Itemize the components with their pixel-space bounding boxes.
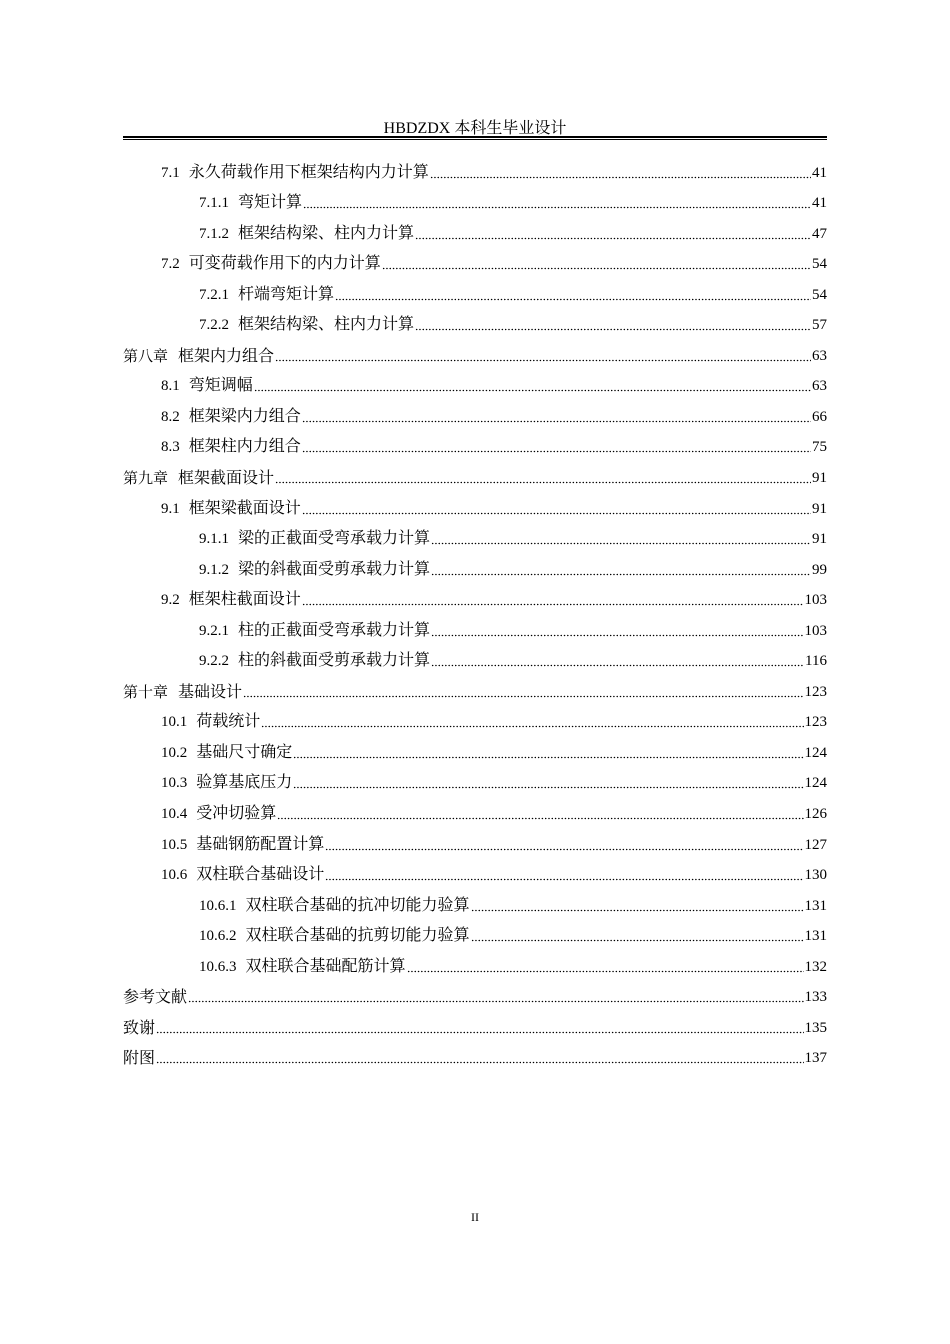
toc-entry-page: 123 <box>804 714 827 731</box>
toc-entry-title: 柱的正截面受弯承载力计算 <box>238 621 431 639</box>
toc-entry-page: 91 <box>812 500 827 517</box>
toc-entry-number: 10.2 <box>161 744 188 761</box>
toc-entry-number: 10.6.1 <box>199 897 237 914</box>
toc-entry-page: 54 <box>812 286 827 303</box>
toc-entry[interactable] <box>123 491 827 522</box>
toc-entry-title: 梁的正截面受弯承载力计算 <box>238 530 431 548</box>
toc-entry-title: 框架柱截面设计 <box>188 591 301 609</box>
dot-leader <box>471 936 804 942</box>
toc-entry[interactable] <box>123 644 827 675</box>
dot-leader <box>325 845 803 851</box>
toc-entry-page: 135 <box>804 1019 827 1036</box>
toc-entry[interactable] <box>123 460 827 491</box>
toc-entry-title: 基础尺寸确定 <box>196 743 293 761</box>
dot-leader <box>335 295 811 301</box>
toc-entry-number: 第九章 <box>123 469 169 488</box>
toc-entry-number: 9.1.1 <box>199 531 229 548</box>
toc-entry-title: 框架梁截面设计 <box>188 499 301 517</box>
toc-entry[interactable] <box>123 766 827 797</box>
dot-leader <box>277 814 803 820</box>
toc-entry-title: 梁的斜截面受剪承载力计算 <box>238 560 431 578</box>
header-divider <box>123 136 827 140</box>
toc-entry-page: 91 <box>812 470 827 487</box>
toc-entry-page: 54 <box>812 256 827 273</box>
toc-entry-number: 7.1.1 <box>199 195 229 212</box>
toc-entry-page: 47 <box>812 225 827 242</box>
toc-entry-number: 第八章 <box>123 346 169 365</box>
toc-entry-title: 框架柱内力组合 <box>188 438 301 456</box>
toc-entry-page: 124 <box>804 775 827 792</box>
toc-entry-title: 基础钢筋配置计算 <box>196 835 325 853</box>
dot-leader <box>382 264 811 270</box>
toc-entry-title: 双柱联合基础配筋计算 <box>245 957 406 975</box>
dot-leader <box>254 386 811 392</box>
toc-entry[interactable] <box>123 980 827 1011</box>
dot-leader <box>302 600 804 606</box>
dot-leader <box>471 906 804 912</box>
toc-entry-title: 永久荷载作用下框架结构内力计算 <box>188 163 429 181</box>
toc-entry-number: 10.5 <box>161 836 188 853</box>
toc-entry-number: 第十章 <box>123 682 169 701</box>
toc-entry-title: 柱的斜截面受剪承载力计算 <box>238 652 431 670</box>
dot-leader <box>275 478 811 484</box>
dot-leader <box>243 692 803 698</box>
toc-entry[interactable] <box>123 1010 827 1041</box>
toc-entry-page: 103 <box>804 592 827 609</box>
dot-leader <box>431 539 811 545</box>
toc-entry-page: 41 <box>812 164 827 181</box>
dot-leader <box>415 234 811 240</box>
toc-entry-title: 双柱联合基础的抗冲切能力验算 <box>245 896 470 914</box>
table-of-contents <box>123 155 827 1071</box>
toc-entry-number: 10.6.2 <box>199 928 237 945</box>
toc-entry-page: 126 <box>804 806 827 823</box>
dot-leader <box>293 753 803 759</box>
toc-entry-number: 9.1.2 <box>199 561 229 578</box>
toc-entry[interactable] <box>123 1041 827 1072</box>
toc-entry-number: 7.2.1 <box>199 286 229 303</box>
toc-entry-page: 130 <box>804 867 827 884</box>
toc-entry[interactable] <box>123 247 827 278</box>
toc-entry-number: 10.6.3 <box>199 958 237 975</box>
toc-entry-number: 8.2 <box>161 408 180 425</box>
toc-entry[interactable] <box>123 522 827 553</box>
toc-entry-title: 弯矩调幅 <box>188 377 253 395</box>
toc-entry-title: 双柱联合基础的抗剪切能力验算 <box>245 927 470 945</box>
toc-entry-title: 杆端弯矩计算 <box>238 285 335 303</box>
toc-entry-number: 9.1 <box>161 500 180 517</box>
toc-entry-page: 132 <box>804 958 827 975</box>
dot-leader <box>188 997 803 1003</box>
toc-entry-page: 123 <box>804 683 827 700</box>
toc-entry-number: 7.2 <box>161 256 180 273</box>
toc-entry-number: 7.2.2 <box>199 317 229 334</box>
dot-leader <box>302 447 811 453</box>
toc-entry-number: 7.1.2 <box>199 225 229 242</box>
toc-entry-number: 7.1 <box>161 164 180 181</box>
toc-entry[interactable] <box>123 858 827 889</box>
toc-entry-page: 127 <box>804 836 827 853</box>
toc-entry-page: 99 <box>812 561 827 578</box>
dot-leader <box>431 661 804 667</box>
toc-entry[interactable] <box>123 369 827 400</box>
toc-entry-number: 9.2.1 <box>199 622 229 639</box>
toc-entry-number: 9.2 <box>161 592 180 609</box>
toc-entry-page: 137 <box>804 1050 827 1067</box>
toc-entry[interactable] <box>123 949 827 980</box>
toc-entry-number: 10.3 <box>161 775 188 792</box>
dot-leader <box>303 203 811 209</box>
toc-entry-page: 63 <box>812 378 827 395</box>
toc-entry-title: 致谢 <box>123 1017 156 1037</box>
toc-entry-title: 基础设计 <box>178 681 243 701</box>
dot-leader <box>430 173 811 179</box>
dot-leader <box>431 631 803 637</box>
toc-entry-title: 框架结构梁、柱内力计算 <box>238 224 415 242</box>
toc-entry-page: 124 <box>804 744 827 761</box>
toc-entry-page: 63 <box>812 347 827 364</box>
toc-entry-title: 荷载统计 <box>196 713 261 731</box>
dot-leader <box>275 356 811 362</box>
toc-entry[interactable] <box>123 613 827 644</box>
toc-entry[interactable] <box>123 583 827 614</box>
toc-entry-page: 103 <box>804 622 827 639</box>
toc-entry-page: 133 <box>804 989 827 1006</box>
toc-entry[interactable] <box>123 919 827 950</box>
toc-entry[interactable] <box>123 155 827 186</box>
dot-leader <box>302 509 811 515</box>
toc-entry-page: 57 <box>812 317 827 334</box>
toc-entry-title: 受冲切验算 <box>196 805 277 823</box>
toc-entry-number: 10.1 <box>161 714 188 731</box>
toc-entry-title: 双柱联合基础设计 <box>196 866 325 884</box>
toc-entry[interactable] <box>123 735 827 766</box>
toc-entry[interactable] <box>123 216 827 247</box>
toc-entry-title: 框架截面设计 <box>178 468 275 488</box>
toc-entry-number: 8.1 <box>161 378 180 395</box>
toc-entry-title: 框架内力组合 <box>178 345 275 365</box>
dot-leader <box>156 1028 803 1034</box>
page-number: II <box>471 1210 479 1224</box>
toc-entry[interactable] <box>123 888 827 919</box>
toc-entry[interactable] <box>123 186 827 217</box>
toc-entry-page: 91 <box>812 531 827 548</box>
toc-entry-number: 8.3 <box>161 439 180 456</box>
dot-leader <box>302 417 811 423</box>
toc-entry[interactable] <box>123 674 827 705</box>
toc-entry[interactable] <box>123 796 827 827</box>
toc-entry-number: 10.6 <box>161 867 188 884</box>
dot-leader <box>261 722 803 728</box>
toc-entry-page: 75 <box>812 439 827 456</box>
toc-entry[interactable] <box>123 338 827 369</box>
toc-entry-title: 弯矩计算 <box>238 194 303 212</box>
toc-entry-number: 9.2.2 <box>199 653 229 670</box>
toc-entry-title: 附图 <box>123 1048 156 1068</box>
page-header: HBDZDX 本科生毕业设计 <box>383 120 567 137</box>
toc-entry[interactable] <box>123 552 827 583</box>
toc-entry-page: 116 <box>805 653 827 670</box>
dot-leader <box>156 1058 803 1064</box>
toc-entry[interactable] <box>123 705 827 736</box>
toc-entry[interactable] <box>123 277 827 308</box>
toc-entry-title: 可变荷载作用下的内力计算 <box>188 255 381 273</box>
toc-entry[interactable] <box>123 430 827 461</box>
toc-entry[interactable] <box>123 827 827 858</box>
dot-leader <box>325 875 803 881</box>
dot-leader <box>293 783 803 789</box>
toc-entry-page: 131 <box>804 897 827 914</box>
toc-entry-title: 框架结构梁、柱内力计算 <box>238 316 415 334</box>
toc-entry-page: 41 <box>812 195 827 212</box>
toc-entry[interactable] <box>123 308 827 339</box>
toc-entry-number: 10.4 <box>161 806 188 823</box>
toc-entry-title: 参考文献 <box>123 987 188 1007</box>
dot-leader <box>415 325 811 331</box>
dot-leader <box>431 570 811 576</box>
toc-entry-title: 验算基底压力 <box>196 774 293 792</box>
toc-entry-title: 框架梁内力组合 <box>188 407 301 425</box>
toc-entry-page: 66 <box>812 408 827 425</box>
dot-leader <box>407 967 804 973</box>
toc-entry-page: 131 <box>804 928 827 945</box>
toc-entry[interactable] <box>123 399 827 430</box>
